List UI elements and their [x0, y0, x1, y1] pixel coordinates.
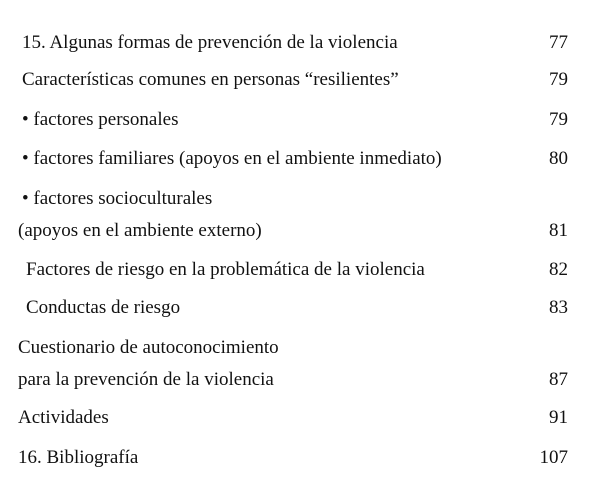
toc-entry — [0, 445, 600, 471]
toc-entry — [0, 146, 600, 172]
toc-entry-text: 15. Algunas formas de prevención de la violencia — [22, 32, 398, 53]
toc-entry-text: Actividades — [18, 407, 109, 428]
toc-entry — [0, 107, 600, 133]
toc-entry-page: 107 — [539, 447, 568, 468]
toc-entry-page: 83 — [549, 297, 568, 318]
toc-entry-text: 16. Bibliografía — [18, 447, 139, 468]
toc-entry-text: Características comunes en personas “resilientes” — [22, 69, 399, 90]
toc-entry-page: 77 — [549, 32, 568, 53]
toc-entry — [0, 335, 600, 361]
toc-entry — [0, 67, 600, 93]
toc-entry — [0, 295, 600, 321]
toc-entry-page: 87 — [549, 369, 568, 390]
toc-entry-text: • factores personales — [22, 109, 179, 130]
toc-entry-page: 79 — [549, 69, 568, 90]
toc-entry-page: 91 — [549, 407, 568, 428]
toc-entry-text: para la prevención de la violencia — [18, 369, 274, 390]
toc-entry-text: (apoyos en el ambiente externo) — [18, 220, 262, 241]
toc-entry-page: 79 — [549, 109, 568, 130]
toc-entry — [0, 257, 600, 283]
toc-entry — [0, 218, 600, 244]
toc-entry-text: Conductas de riesgo — [26, 297, 181, 318]
toc-entry — [0, 367, 600, 393]
toc-entry-page: 81 — [549, 220, 568, 241]
toc-entry-text: • factores socioculturales — [22, 188, 213, 209]
toc-entry — [0, 186, 600, 212]
toc-entry-text: • factores familiares (apoyos en el ambiente inmediato) — [22, 148, 442, 169]
toc-entry — [0, 30, 600, 56]
toc-entry-text: Factores de riesgo en la problemática de la violencia — [26, 259, 425, 280]
toc-entry-text: Cuestionario de autoconocimiento — [18, 337, 279, 358]
toc-entry-page: 80 — [549, 148, 568, 169]
toc-entry-page: 82 — [549, 259, 568, 280]
toc-entry — [0, 405, 600, 431]
